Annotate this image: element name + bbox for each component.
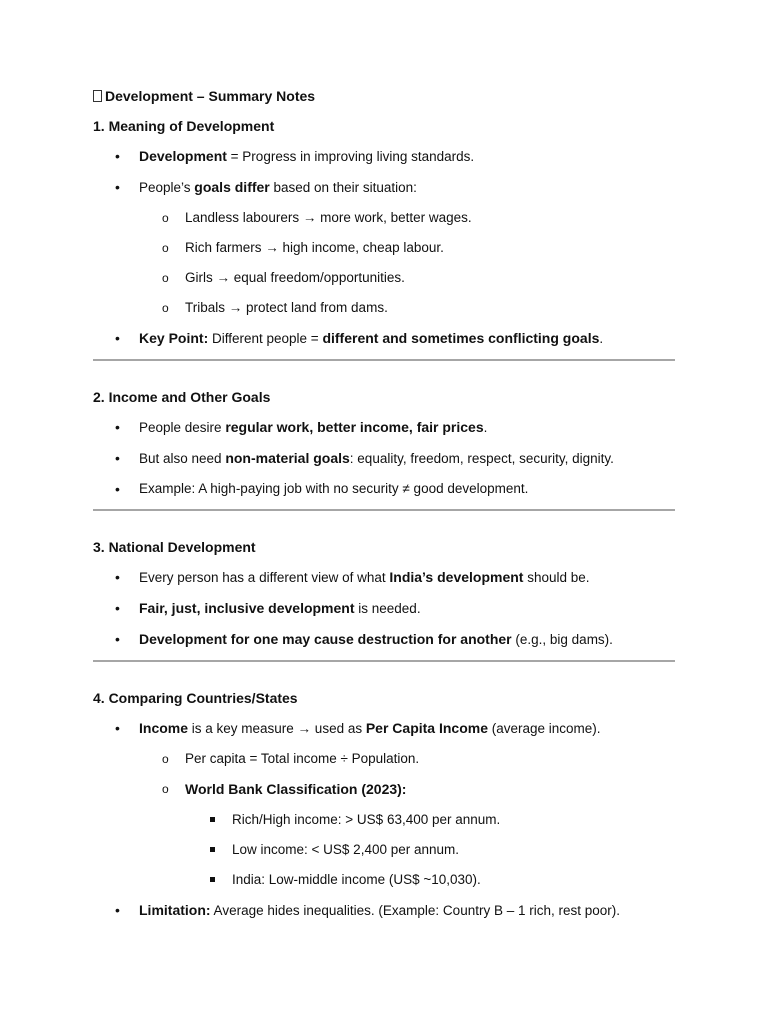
bullet-list bbox=[93, 567, 675, 650]
sub-list-item: o Tribals → protect land from dams. bbox=[93, 298, 675, 318]
section-heading: 3. National Development bbox=[93, 539, 256, 555]
list-item: • Fair, just, inclusive development is needed. bbox=[93, 598, 675, 619]
section-heading: 2. Income and Other Goals bbox=[93, 389, 271, 405]
sub-list-item: o Girls → equal freedom/opportunities. bbox=[93, 268, 675, 288]
list-item: • Every person has a different view of what India’s development should be. bbox=[93, 567, 675, 588]
list-item: • Key Point: Different people = different and sometimes conflicting goals. bbox=[93, 328, 675, 349]
section-heading: 4. Comparing Countries/States bbox=[93, 690, 298, 706]
section-divider bbox=[93, 359, 675, 361]
document-page bbox=[93, 86, 675, 931]
section-national-development bbox=[93, 537, 675, 650]
list-item: • Limitation: Average hides inequalities. (Example: Country B – 1 rich, rest poor). bbox=[93, 900, 675, 921]
list-item: • Development = Progress in improving living standards. bbox=[93, 146, 675, 167]
list-item: • Example: A high-paying job with no security ≠ good development. bbox=[93, 479, 675, 499]
section-divider bbox=[93, 509, 675, 511]
bullet-list bbox=[93, 718, 675, 921]
section-meaning bbox=[93, 116, 675, 349]
list-item: • Income is a key measure → used as Per Capita Income (average income). bbox=[93, 718, 675, 739]
missing-glyph-icon bbox=[93, 90, 102, 102]
bullet-list bbox=[93, 146, 675, 349]
sub-list-item: o Landless labourers → more work, better wages. bbox=[93, 208, 675, 228]
section-heading: 1. Meaning of Development bbox=[93, 118, 275, 134]
sub-list-item: o Per capita = Total income ÷ Population. bbox=[93, 749, 675, 769]
sub-sub-list-item: India: Low-middle income (US$ ~10,030). bbox=[93, 870, 675, 890]
sub-sub-list-item: Rich/High income: > US$ 63,400 per annum. bbox=[93, 810, 675, 830]
document-title: Development – Summary Notes bbox=[93, 86, 675, 106]
list-item: • People desire regular work, better income, fair prices. bbox=[93, 417, 675, 438]
list-item: • Development for one may cause destruction for another (e.g., big dams). bbox=[93, 629, 675, 650]
section-divider bbox=[93, 660, 675, 662]
sub-list-item: o Rich farmers → high income, cheap labour. bbox=[93, 238, 675, 258]
list-item: • But also need non-material goals: equality, freedom, respect, security, dignity. bbox=[93, 448, 675, 469]
section-comparing-countries bbox=[93, 688, 675, 921]
sub-sub-list-item: Low income: < US$ 2,400 per annum. bbox=[93, 840, 675, 860]
list-item: • People’s goals differ based on their situation: bbox=[93, 177, 675, 198]
bullet-list bbox=[93, 417, 675, 499]
sub-list-item: o World Bank Classification (2023): bbox=[93, 779, 675, 800]
section-income-goals bbox=[93, 387, 675, 499]
